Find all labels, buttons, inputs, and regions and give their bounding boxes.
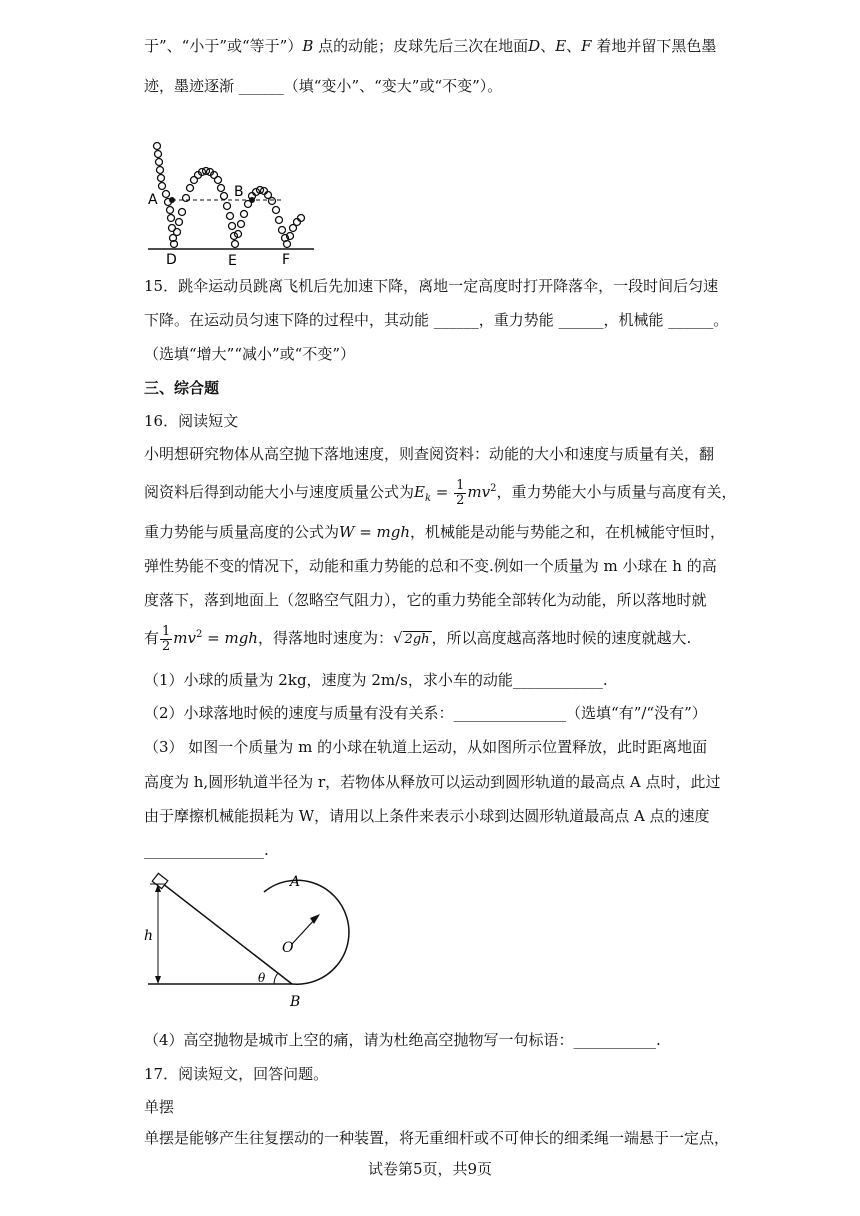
q16-para-3 [144, 522, 725, 542]
loop-track-figure [144, 868, 354, 1018]
q16-para-2 [144, 474, 737, 514]
label-e: E [228, 253, 237, 268]
formula-subscript: k [424, 493, 432, 504]
label-a: A [148, 192, 158, 208]
text-segment: 重力势能与质量高度的公式为 [144, 523, 340, 541]
q16-title: 16．阅读短文 [144, 412, 239, 430]
text-segment: ，所以高度越高落地时候的速度就越大. [431, 629, 692, 647]
incline-line [158, 880, 292, 984]
q17-subheading: 单摆 [144, 1098, 175, 1116]
text-segment: 有 [144, 629, 160, 647]
text-segment: ，机械能是动能与势能之和，在机械能守恒时， [410, 523, 726, 541]
fraction-numerator: 1 [162, 623, 171, 639]
text-segment: E [555, 37, 567, 55]
text-segment: 、 [540, 37, 556, 55]
formula-exponent: 2 [490, 483, 497, 494]
q16-para-6 [144, 620, 691, 655]
text-segment: B [302, 37, 314, 55]
text-segment: ，重力势能大小与质量与高度有关， [496, 483, 737, 501]
sqrt-argument: 2gh [404, 632, 430, 647]
formula-w: W [339, 523, 355, 541]
q16-para-5: 度落下，落到地面上（忽略空气阻力），它的重力势能全部转化为动能，所以落地时就 [144, 591, 707, 609]
q17-title: 17．阅读短文，回答问题。 [144, 1065, 329, 1083]
q16-sub-3b: 高度为 h,圆形轨道半径为 r，若物体从释放可以运动到圆形轨道的最高点 A 点时，此过 [144, 773, 721, 791]
loop-track [264, 880, 349, 984]
q16-sub-2: （2）小球落地时候的速度与质量有没有关系：_______________（选填“有”/“没有”） [144, 704, 707, 722]
q16-sub-1: （1）小球的质量为 2kg，速度为 2m/s，求小车的动能____________. [144, 671, 608, 689]
formula-term: mv [173, 629, 196, 647]
q15-line-2: 下降。在运动员匀速下降的过程中，其动能 ______，重力势能 ______，机械能 ______。 [144, 311, 729, 329]
fraction-denominator: 2 [162, 638, 171, 654]
formula-mgh: = mgh [202, 629, 258, 647]
sqrt-formula: √ 2gh [392, 629, 430, 647]
text-segment: 、 [566, 37, 582, 55]
fraction-half [160, 625, 172, 654]
bouncing-ball-figure [144, 138, 320, 268]
label-theta: θ [258, 971, 266, 985]
label-d: D [166, 252, 177, 268]
formula-mgh: = mgh [354, 523, 411, 541]
radius-arrow [292, 918, 316, 944]
q16-sub-3a: （3） 如图一个质量为 m 的小球在轨道上运动，从如图所示位置释放，此时距离地面 [144, 738, 708, 756]
page-footer: 试卷第5页，共9页 [367, 1160, 493, 1178]
label-f: F [282, 252, 291, 268]
fraction-half [454, 479, 466, 508]
label-o: O [282, 940, 294, 956]
angle-arc [274, 973, 278, 984]
fraction-denominator: 2 [456, 492, 465, 508]
label-b: B [290, 994, 301, 1010]
q16-sub-3d: ________________. [144, 841, 269, 859]
section-heading: 三、综合题 [144, 379, 220, 397]
q16-sub-4: （4）高空抛物是城市上空的痛，请为杜绝高空抛物写一句标语：___________. [144, 1031, 661, 1049]
q15-line-3: （选填“增大”“减小”或“不变”） [144, 345, 356, 363]
fraction-numerator: 1 [456, 477, 465, 493]
label-h: h [144, 928, 154, 944]
text-line-1 [144, 36, 716, 56]
ball-trail [154, 143, 305, 248]
q16-sub-3c: 由于摩擦机械能损耗为 W，请用以上条件来表示小球到达圆形轨道最高点 A 点的速度 [144, 807, 710, 825]
formula-symbol: E [414, 483, 425, 501]
text-segment: D [528, 37, 541, 55]
text-segment: 点的动能；皮球先后三次在地面 [313, 37, 529, 55]
ek-formula [414, 477, 497, 508]
q17-para-1: 单摆是能够产生往复摆动的一种装置，将无重细杆或不可伸长的细柔绳一端悬于一定点， [144, 1129, 730, 1147]
label-b: B [234, 184, 244, 200]
formula-term: mv [467, 483, 491, 501]
q16-para-1: 小明想研究物体从高空抛下落地速度，则查阅资料：动能的大小和速度与质量有关，翻 [144, 445, 715, 463]
q15-line-1: 15．跳伞运动员跳离飞机后先加速下降，离地一定高度时打开降落伞，一段时间后匀速 [144, 277, 719, 295]
text-segment: 着地并留下黑色墨 [591, 37, 717, 55]
text-segment: F [581, 37, 592, 55]
formula-exponent: 2 [196, 629, 203, 640]
text-line-2: 迹，墨迹逐渐 ______（填“变小”、“变大”或“不变”）。 [144, 77, 503, 95]
text-segment: 阅资料后得到动能大小与速度质量公式为 [144, 483, 415, 501]
height-arrow-down [155, 976, 161, 984]
q16-para-4: 弹性势能不变的情况下，动能和重力势能的总和不变.例如一个质量为 m 小球在 h 的高 [144, 557, 717, 575]
formula-equals: = [431, 483, 454, 501]
label-a: A [290, 874, 301, 890]
text-segment: ，得落地时速度为： [257, 629, 393, 647]
text-segment: 于”、“小于”或“等于”） [144, 37, 303, 55]
